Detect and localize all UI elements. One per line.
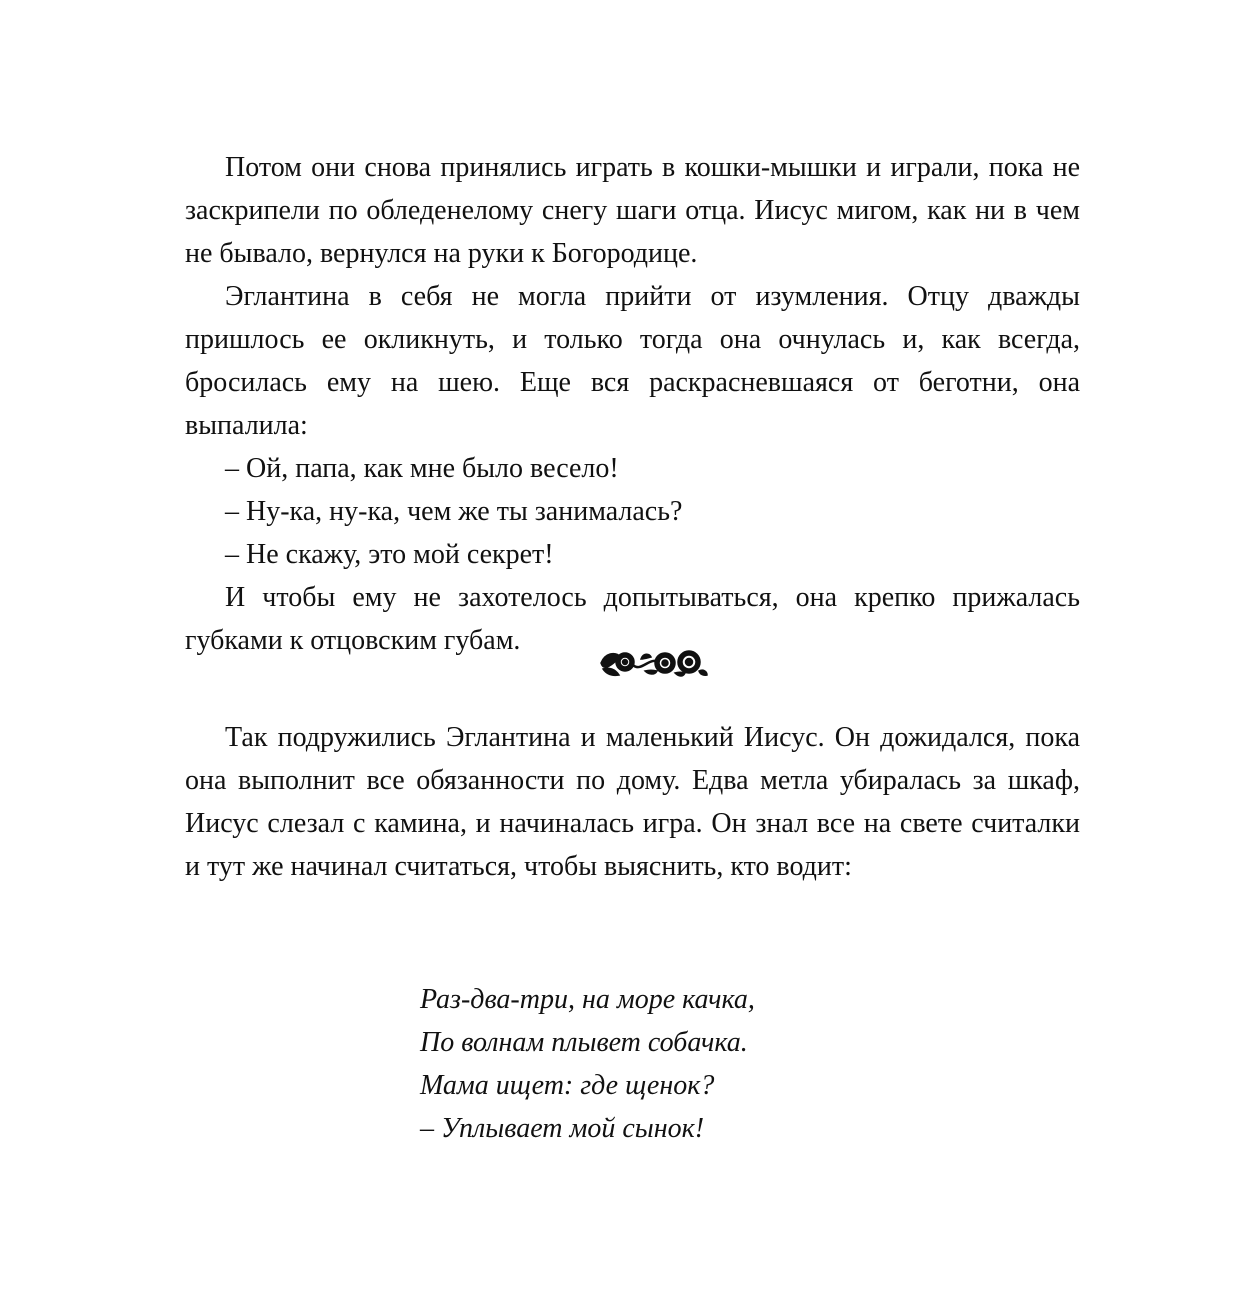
dialogue-line: – Не скажу, это мой секрет! — [225, 539, 554, 570]
paragraph: Потом они снова принялись играть в кошки-мышки и играли, пока не заскрипели по обледенелому снегу шаги отца. Иисус мигом, как ни в чем не бывало, вернулся на руки к Богородице. — [185, 152, 1080, 269]
poem-line: – Уплывает мой сынок! — [420, 1113, 705, 1144]
poem-line: По волнам плывет собачка. — [420, 1027, 748, 1058]
text-section-bottom — [185, 716, 1080, 888]
poem-verse — [420, 978, 1020, 1150]
floral-ornament-icon — [597, 645, 709, 681]
paragraph: И чтобы ему не захотелось допытываться, она крепко прижалась губками к отцовским губам. — [185, 582, 1080, 656]
dialogue-line: – Ну-ка, ну-ка, чем же ты занималась? — [225, 496, 683, 527]
dialogue-line: – Ой, папа, как мне было весело! — [225, 453, 619, 484]
text-section-top — [185, 146, 1080, 662]
poem-line: Раз-два-три, на море качка, — [420, 984, 755, 1015]
paragraph: Эглантина в себя не могла прийти от изумления. Отцу дважды пришлось ее окликнуть, и только тогда она очнулась и, как всегда, бросилась ему на шею. Еще вся раскрасневшаяся от беготни, она выпалила: — [185, 281, 1080, 441]
poem-line: Мама ищет: где щенок? — [420, 1070, 715, 1101]
paragraph: Так подружились Эглантина и маленький Иисус. Он дожидался, пока она выполнит все обязанности по дому. Едва метла убиралась за шкаф, Иисус слезал с камина, и начиналась игра. Он знал все на свете считалки и тут же начинал считаться, чтобы выяснить, кто водит: — [185, 722, 1080, 882]
